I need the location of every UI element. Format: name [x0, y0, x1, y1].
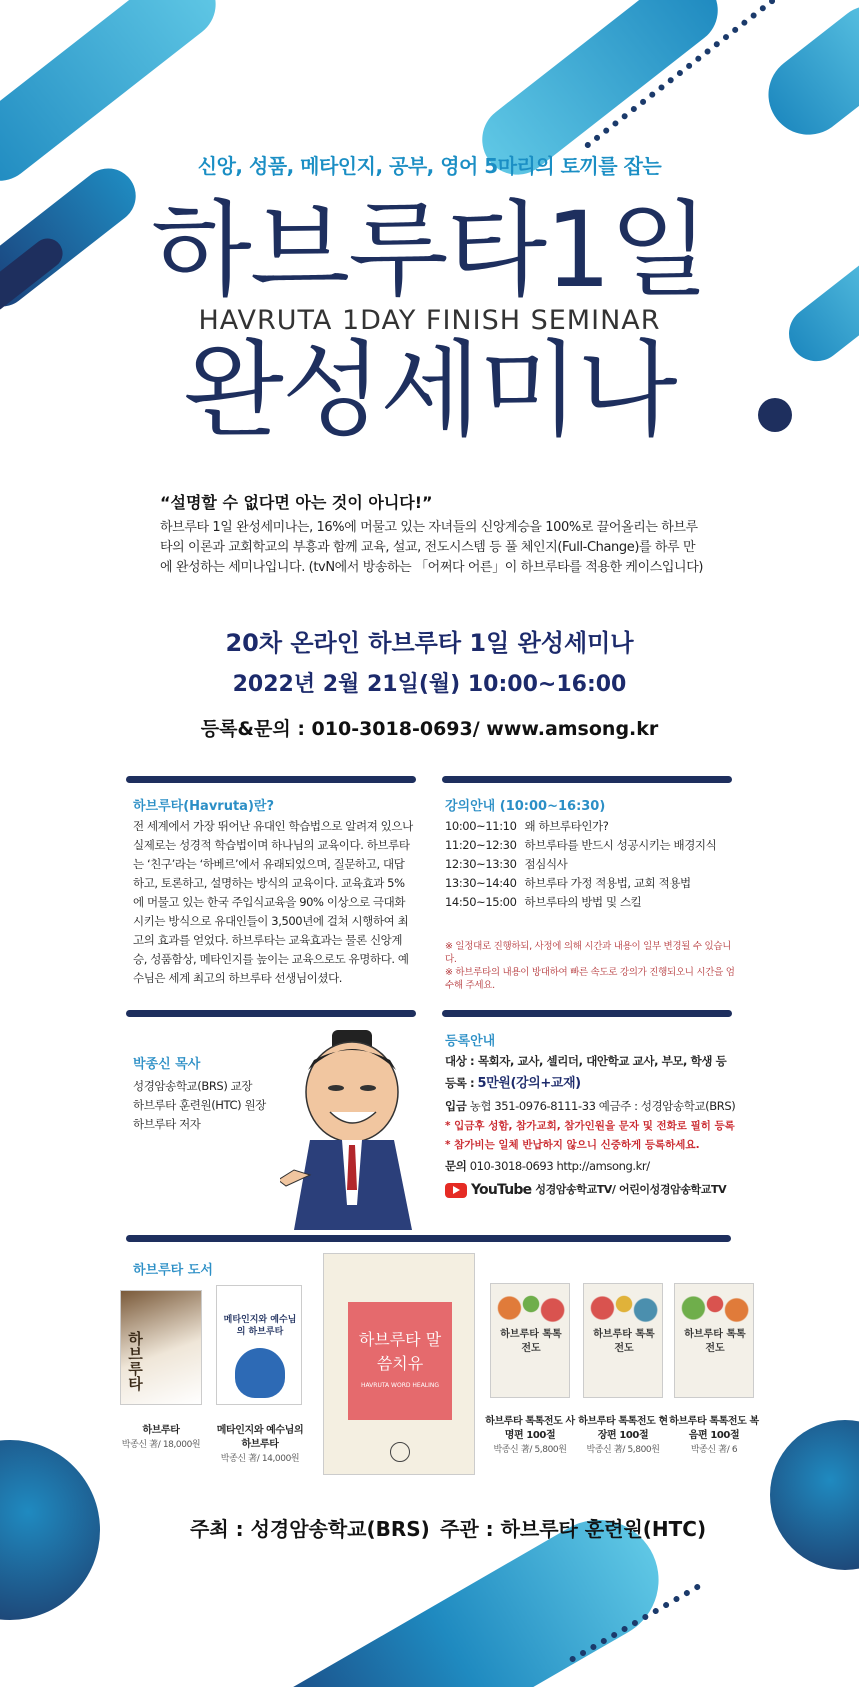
- section-divider: [126, 1235, 731, 1242]
- book-cover-title: 하브루타: [126, 1331, 144, 1391]
- book-cover-evangelism-1: [490, 1283, 570, 1398]
- schedule-text: 왜 하브루타인가?: [524, 819, 609, 833]
- schedule-text: 하브루타의 방법 및 스킬: [524, 895, 642, 909]
- book-caption: [212, 1424, 308, 1466]
- deposit-value: 농협 351-0976-8111-33 예금주 : 성경암송학교(BRS): [469, 1099, 736, 1113]
- intro-quote: “설명할 수 없다면 아는 것이 아니다!”: [160, 493, 433, 512]
- book-cover-art: [495, 1288, 567, 1328]
- schedule-text: 점심식사: [524, 857, 568, 871]
- book-cover-evangelism-2: [583, 1283, 663, 1398]
- what-is-body: 전 세계에서 가장 뛰어난 유대인 학습법으로 알려져 있으나 실제로는 성경적 학습법이며 하나님의 교육이다. 하브루타는 ‘친구’라는 ‘하베르’에서 유래되었으며, 질문하고, 대답하고, 토론하고, 설명하는 방식의 교육이다. 교육효과 5%에 머물고 있는 한국 주입식교육을 90% 이상으로 극대화시키는 방식으로 유대인들이 3,500년에 걸쳐 시행하여 최고의 효과를 얻었다. 하브루타는 교육효과는 물론 신앙계승, 성품함상, 메타인지를 높이는 교육으로도 유명하다. 예수님은 세계 최고의 하브루타 선생님이셨다.: [133, 819, 413, 985]
- youtube-channels: 성경암송학교TV/ 어린이성경암송학교TV: [535, 1183, 727, 1196]
- event-contact: 등록&문의 : 010-3018-0693/ www.amsong.kr: [200, 718, 659, 740]
- book-price: 박종신 著/ 5,800원: [493, 1445, 567, 1455]
- section-divider: [126, 776, 416, 783]
- schedule-time: 13:30~14:40: [445, 876, 517, 890]
- schedule-heading: 강의안내 (10:00~16:30): [445, 799, 606, 814]
- schedule-row: [445, 893, 745, 912]
- schedule-time: 14:50~15:00: [445, 895, 517, 909]
- book-cover-word-healing: [323, 1253, 475, 1475]
- decor-circle-bottom-left: [0, 1440, 100, 1620]
- intro-body: 하브루타 1일 완성세미나는, 16%에 머물고 있는 자녀들의 신앙계승을 100%로 끌어올리는 하브루타의 이론과 교회학교의 부흥과 함께 교육, 설교, 전도시스템 등 풀 체인지(Full-Change)를 하루 만에 완성하는 세미나입니다. (tvN에서 방송하는 「어쩌다 어른」이 하브루타를 적용한 케이스입니다): [160, 520, 704, 575]
- schedule-time: 12:30~13:30: [445, 857, 517, 871]
- schedule-note: ※ 하브루타의 내용이 방대하여 빠른 속도로 강의가 진행되오니 시간을 엄수해 주세요.: [445, 967, 735, 991]
- book-title: 하브루타: [142, 1425, 180, 1436]
- book-cover-title: 하브루타 말씀치유: [358, 1330, 442, 1373]
- book-caption: [484, 1415, 576, 1457]
- inquiry-label: 문의: [445, 1159, 467, 1173]
- book-title: 하브루타 톡톡전도 복음편 100절: [669, 1416, 759, 1441]
- book-title: 하브루타 톡톡전도 현장편 100절: [578, 1416, 668, 1441]
- inquiry-value: 010-3018-0693 http://amsong.kr/: [469, 1159, 650, 1173]
- registration-notice: * 참가비는 일체 반납하지 않으니 신중하게 등록하세요.: [445, 1139, 700, 1151]
- books-heading: 하브루타 도서: [133, 1263, 213, 1278]
- book-caption: [668, 1415, 760, 1457]
- section-divider: [442, 1010, 732, 1017]
- speaker-info: [133, 1077, 266, 1134]
- speaker-name: 박종신 목사: [133, 1057, 201, 1072]
- registration-notice: * 입금후 성함, 참가교회, 참가인원을 문자 및 전화로 필히 등록: [445, 1120, 735, 1132]
- speaker-caricature: [280, 1030, 430, 1230]
- registration-heading: 등록안내: [445, 1034, 496, 1049]
- page-subtitle-en: HAVRUTA 1DAY FINISH SEMINAR: [198, 305, 661, 336]
- schedule-time: 11:20~12:30: [445, 838, 517, 852]
- tagline: 신앙, 성품, 메타인지, 공부, 영어 5마리의 토끼를 잡는: [197, 154, 662, 178]
- event-date: 2022년 2월 21일(월) 10:00~16:00: [232, 672, 627, 697]
- schedule-text: 하브루타 가정 적용법, 교회 적용법: [524, 876, 691, 890]
- book-cover-title: 메타인지와 예수님의 하브루타: [223, 1315, 297, 1337]
- deposit-label: 입금: [445, 1099, 467, 1113]
- what-is-heading: 하브루타(Havruta)란?: [133, 799, 274, 814]
- book-caption: [116, 1424, 206, 1452]
- schedule-note: ※ 일정대로 진행하되, 사정에 의해 시간과 내용이 일부 변경될 수 있습니다.: [445, 941, 732, 965]
- book-cover-title: 하브루타 톡톡전도: [500, 1329, 562, 1354]
- youtube-icon: [445, 1183, 467, 1198]
- book-price: 박종신 著/ 14,000원: [220, 1454, 300, 1464]
- speaker-line: 하브루타 훈련원(HTC) 원장: [133, 1098, 266, 1112]
- section-divider: [442, 776, 732, 783]
- book-cover-evangelism-3: [674, 1283, 754, 1398]
- schedule-notes: [445, 940, 735, 992]
- speaker-line: 성경암송학교(BRS) 교장: [133, 1079, 253, 1093]
- book-cover-art: [679, 1288, 751, 1328]
- fee-label: 등록 :: [445, 1076, 475, 1090]
- book-title: 하브루타 톡톡전도 사명편 100절: [485, 1416, 575, 1441]
- page-title-line2: 완성세미나: [183, 329, 676, 451]
- section-divider: [126, 1010, 416, 1017]
- registration-deposit-row: [445, 1095, 765, 1117]
- book-cover-art: [235, 1348, 285, 1398]
- decor-pill-right: [752, 0, 859, 151]
- book-cover-art: [588, 1288, 660, 1328]
- fee-value: 5만원(강의+교재): [477, 1076, 581, 1091]
- page-title-line1: 하브루타1일: [151, 189, 708, 311]
- schedule-row: [445, 836, 745, 855]
- event-title: 20차 온라인 하브루타 1일 완성세미나: [225, 629, 634, 657]
- registration-fee-row: [445, 1072, 765, 1095]
- book-cover-havruta: [120, 1290, 202, 1405]
- youtube-label: YouTube: [471, 1182, 532, 1198]
- schedule-row: [445, 874, 745, 893]
- registration-target: 대상 : 목회자, 교사, 셀리더, 대안학교 교사, 부모, 학생 등: [445, 1054, 727, 1068]
- footer-host: 주최 : 성경암송학교(BRS): [190, 1517, 430, 1541]
- decor-circle-bottom-right: [770, 1420, 859, 1570]
- book-price: 박종신 著/ 5,800원: [586, 1445, 660, 1455]
- book-cover-title: 하브루타 톡톡전도: [593, 1329, 655, 1354]
- schedule-time: 10:00~11:10: [445, 819, 517, 833]
- youtube-row[interactable]: [445, 1179, 765, 1201]
- book-cover-metacognition: [216, 1285, 302, 1405]
- schedule-row: [445, 855, 745, 874]
- book-cover-panel: [348, 1302, 452, 1420]
- registration-info: [445, 1050, 765, 1201]
- schedule-text: 하브루타를 반드시 성공시키는 배경지식: [524, 838, 717, 852]
- book-price: 박종신 著/ 6: [690, 1445, 738, 1455]
- publisher-seal-icon: [390, 1442, 410, 1462]
- schedule-row: [445, 817, 745, 836]
- book-cover-title: 하브루타 톡톡전도: [684, 1329, 746, 1354]
- schedule-list: [445, 817, 745, 912]
- registration-inquiry-row: [445, 1155, 765, 1177]
- book-cover-subtitle: HAVRUTA WORD HEALING: [360, 1382, 440, 1389]
- book-title: 메타인지와 예수님의 하브루타: [216, 1425, 304, 1450]
- speaker-line: 하브루타 저자: [133, 1117, 201, 1131]
- footer-organizer: 주관 : 하브루타 훈련원(HTC): [440, 1517, 707, 1541]
- book-price: 박종신 著/ 18,000원: [121, 1440, 201, 1450]
- book-caption: [577, 1415, 669, 1457]
